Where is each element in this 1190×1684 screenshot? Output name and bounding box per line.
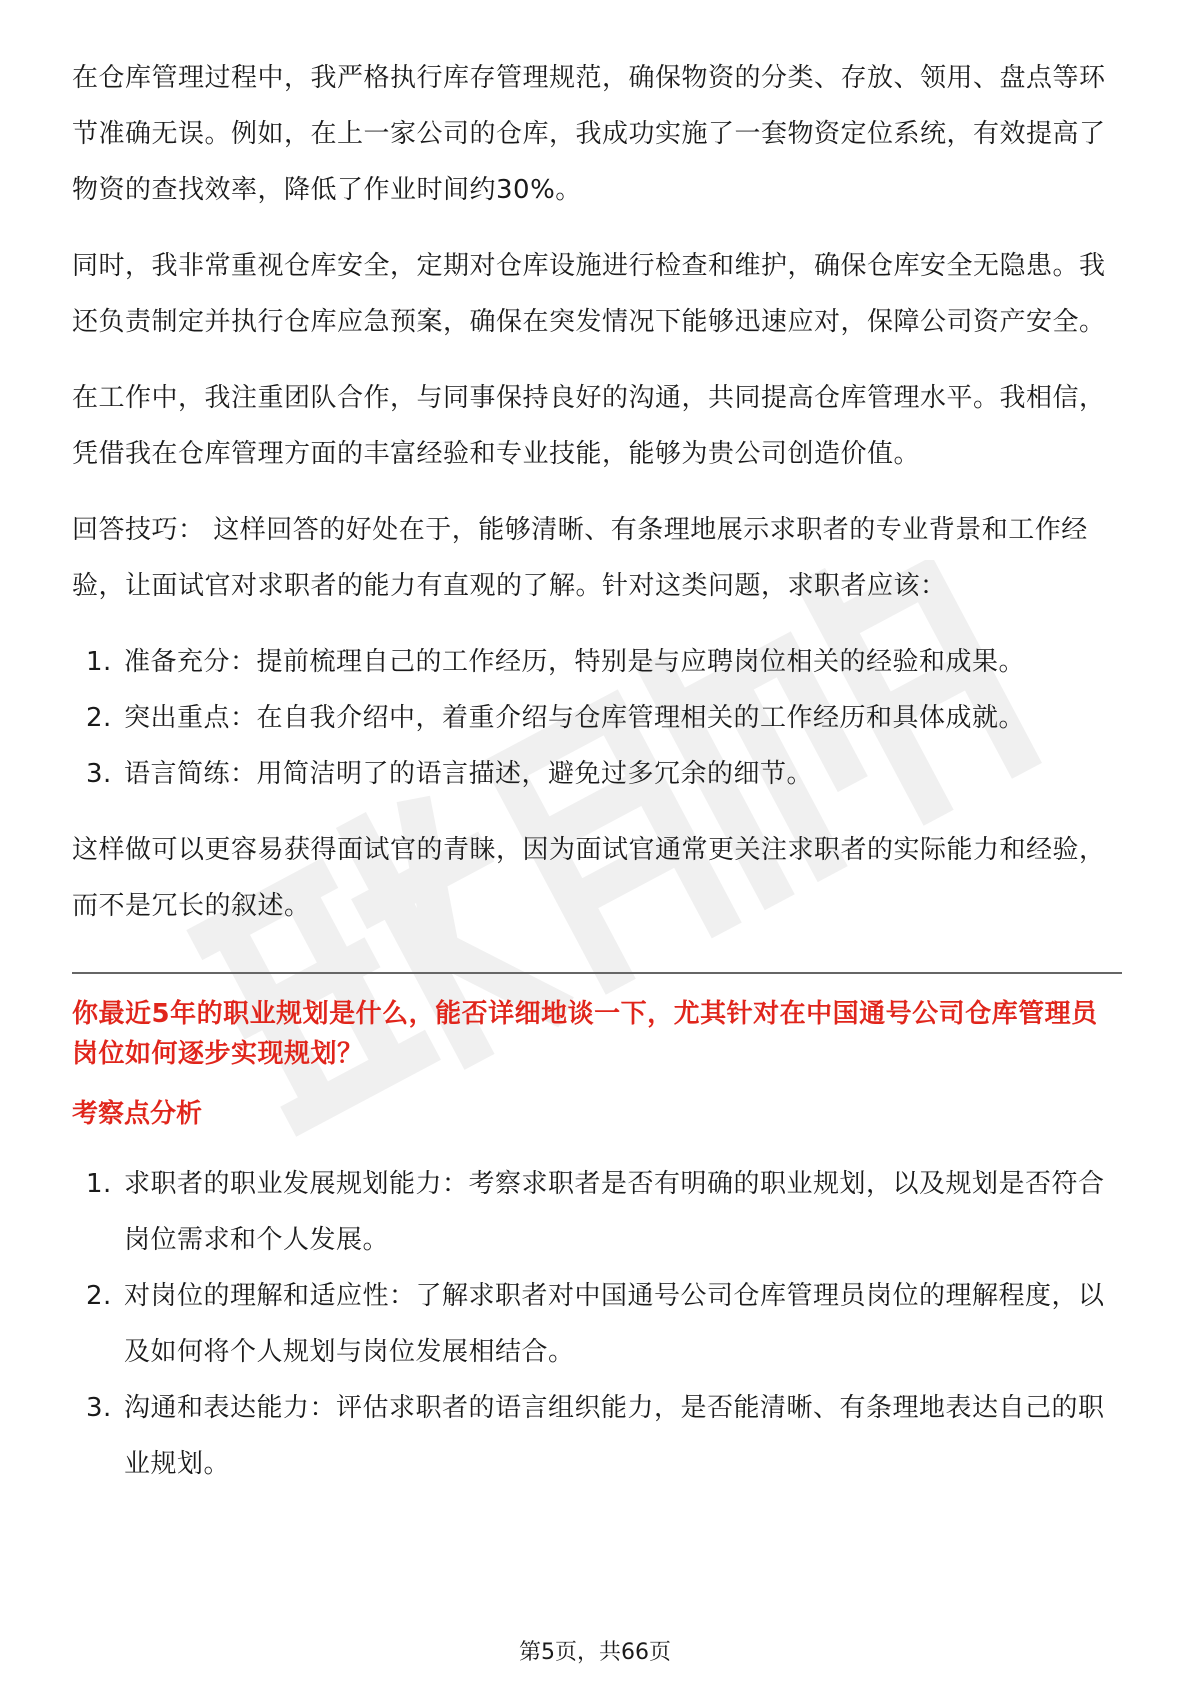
list-item: [72, 634, 1122, 690]
list-number: 3.: [86, 759, 112, 789]
list-item: [72, 1268, 1122, 1380]
list-text: 对岗位的理解和适应性：了解求职者对中国通号公司仓库管理员岗位的理解程度，以及如何将个人规划与岗位发展相结合。: [124, 1281, 1105, 1367]
list-text: 语言简练：用简洁明了的语言描述，避免过多冗余的细节。: [124, 759, 814, 789]
paragraph-warehouse-management: 在仓库管理过程中，我严格执行库存管理规范，确保物资的分类、存放、领用、盘点等环节准确无误。例如，在上一家公司的仓库，我成功实施了一套物资定位系统，有效提高了物资的查找效率，降低了作业时间约30%。: [72, 63, 1106, 205]
tips-list: [72, 634, 1122, 802]
list-text: 准备充分：提前梳理自己的工作经历，特别是与应聘岗位相关的经验和成果。: [124, 647, 1026, 677]
list-text: 沟通和表达能力：评估求职者的语言组织能力，是否能清晰、有条理地表达自己的职业规划。: [124, 1393, 1105, 1479]
list-item: [72, 1380, 1122, 1492]
section-divider: [72, 972, 1122, 974]
list-number: 1.: [86, 647, 112, 677]
interview-question: 你最近5年的职业规划是什么，能否详细地谈一下，尤其针对在中国通号公司仓库管理员岗位如何逐步实现规划？: [72, 999, 1098, 1069]
paragraph-answer-tips: 回答技巧： 这样回答的好处在于，能够清晰、有条理地展示求职者的专业背景和工作经验，让面试官对求职者的能力有直观的了解。针对这类问题，求职者应该：: [72, 515, 1088, 601]
list-text: 突出重点：在自我介绍中，着重介绍与仓库管理相关的工作经历和具体成就。: [124, 703, 1026, 733]
list-number: 2.: [86, 1281, 112, 1311]
list-item: [72, 690, 1122, 746]
list-item: [72, 1156, 1122, 1268]
paragraph-conclusion: 这样做可以更容易获得面试官的青睐，因为面试官通常更关注求职者的实际能力和经验，而不是冗长的叙述。: [72, 835, 1106, 921]
page-content: [72, 50, 1122, 1512]
list-text: 求职者的职业发展规划能力：考察求职者是否有明确的职业规划，以及规划是否符合岗位需求和个人发展。: [124, 1169, 1105, 1255]
section-title: 考察点分析: [72, 1099, 203, 1129]
page-footer: 第5页，共66页: [519, 1640, 671, 1665]
list-item: [72, 746, 1122, 802]
list-number: 3.: [86, 1393, 112, 1423]
paragraph-teamwork: 在工作中，我注重团队合作，与同事保持良好的沟通，共同提高仓库管理水平。我相信，凭借我在仓库管理方面的丰富经验和专业技能，能够为贵公司创造价值。: [72, 383, 1106, 469]
paragraph-warehouse-safety: 同时，我非常重视仓库安全，定期对仓库设施进行检查和维护，确保仓库安全无隐患。我还负责制定并执行仓库应急预案，确保在突发情况下能够迅速应对，保障公司资产安全。: [72, 251, 1106, 337]
list-number: 1.: [86, 1169, 112, 1199]
analysis-list: [72, 1156, 1122, 1492]
list-number: 2.: [86, 703, 112, 733]
